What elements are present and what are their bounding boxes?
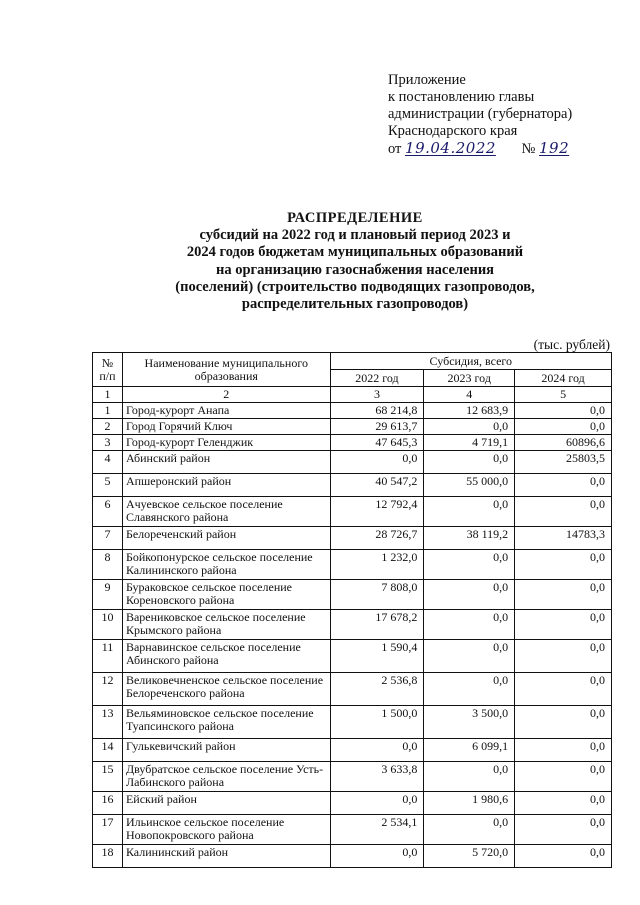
title-line-2: субсидий на 2022 год и плановый период 2023 и (199, 227, 511, 244)
municipality-name: Бураковское сельское поселение Кореновского района (122, 580, 330, 610)
row-number: 8 (93, 550, 123, 580)
row-number: 6 (93, 497, 123, 527)
subsidy-2024: 0,0 (515, 706, 612, 739)
municipality-name: Бойкопонурское сельское поселение Калининского района (122, 550, 330, 580)
subsidy-2024: 0,0 (515, 550, 612, 580)
row-number: 11 (93, 640, 123, 673)
subsidy-2023: 0,0 (424, 550, 515, 580)
subsidy-2023: 1 980,6 (424, 792, 515, 815)
table-row (93, 403, 612, 419)
header-name: Наименование муниципального образования (122, 353, 330, 387)
appendix-header (388, 72, 572, 158)
subsidy-2024: 60896,6 (515, 435, 612, 451)
subsidy-2024: 0,0 (515, 673, 612, 706)
header-year-2024: 2024 год (515, 370, 612, 387)
table-row (93, 451, 612, 474)
header-line-administration: администрации (губернатора) (388, 106, 573, 122)
subsidy-2023: 6 099,1 (424, 739, 515, 762)
table-row (93, 527, 612, 550)
municipality-name: Город-курорт Анапа (122, 403, 330, 419)
title-line-6: распределительных газопроводов) (241, 296, 469, 313)
table-row (93, 580, 612, 610)
municipality-name: Ейский район (122, 792, 330, 815)
number-label: № (521, 141, 536, 157)
title-main: РАСПРЕДЕЛЕНИЕ (287, 210, 423, 226)
table-row (93, 419, 612, 435)
subsidy-2024: 0,0 (515, 474, 612, 497)
subsidy-2024: 0,0 (515, 762, 612, 792)
row-number: 13 (93, 706, 123, 739)
subsidy-2022: 3 633,8 (330, 762, 424, 792)
subsidy-2022: 17 678,2 (330, 610, 424, 640)
municipality-name: Ильинское сельское поселение Новопокровского района (122, 815, 330, 845)
subsidy-2023: 38 119,2 (424, 527, 515, 550)
subsidy-2022: 1 232,0 (330, 550, 424, 580)
subsidy-2024: 14783,3 (515, 527, 612, 550)
subsidy-2023: 0,0 (424, 640, 515, 673)
subsidy-2024: 0,0 (515, 419, 612, 435)
header-line-resolution: к постановлению главы (388, 89, 535, 105)
col-number: 3 (330, 387, 424, 403)
row-number: 10 (93, 610, 123, 640)
table-row (93, 762, 612, 792)
header-line-region: Краснодарского края (388, 123, 518, 139)
header-subsidy: Субсидия, всего (330, 353, 611, 370)
title-line-3: 2024 годов бюджетам муниципальных образований (186, 244, 524, 261)
table-row (93, 610, 612, 640)
subsidy-2023: 0,0 (424, 815, 515, 845)
header-line-appendix: Приложение (388, 72, 466, 88)
row-number: 12 (93, 673, 123, 706)
subsidy-2024: 0,0 (515, 815, 612, 845)
row-number: 5 (93, 474, 123, 497)
subsidy-2022: 28 726,7 (330, 527, 424, 550)
subsidy-2023: 0,0 (424, 419, 515, 435)
municipality-name: Ачуевское сельское поселение Славянского района (122, 497, 330, 527)
municipality-name: Варнавинское сельское поселение Абинского района (122, 640, 330, 673)
subsidy-2023: 4 719,1 (424, 435, 515, 451)
subsidy-2022: 40 547,2 (330, 474, 424, 497)
table-row (93, 815, 612, 845)
header-date-number-line (388, 140, 572, 158)
table-row (93, 497, 612, 527)
subsidy-2023: 12 683,9 (424, 403, 515, 419)
col-number: 1 (93, 387, 123, 403)
municipality-name: Калининский район (122, 845, 330, 868)
col-number: 5 (515, 387, 612, 403)
row-number: 17 (93, 815, 123, 845)
subsidy-2022: 0,0 (330, 739, 424, 762)
header-year-2022: 2022 год (330, 370, 424, 387)
municipality-name: Город Горячий Ключ (122, 419, 330, 435)
municipality-name: Вельяминовское сельское поселение Туапсинского района (122, 706, 330, 739)
subsidy-2022: 0,0 (330, 451, 424, 474)
subsidy-2023: 0,0 (424, 673, 515, 706)
table-body (93, 403, 612, 868)
header-num: № п/п (93, 353, 123, 387)
subsidy-2022: 29 613,7 (330, 419, 424, 435)
document-number: 192 (539, 139, 570, 157)
subsidy-2023: 55 000,0 (424, 474, 515, 497)
subsidy-2022: 68 214,8 (330, 403, 424, 419)
subsidy-2022: 0,0 (330, 792, 424, 815)
row-number: 18 (93, 845, 123, 868)
subsidy-2024: 0,0 (515, 497, 612, 527)
from-label: от (388, 141, 402, 157)
row-number: 1 (93, 403, 123, 419)
table-row (93, 640, 612, 673)
municipality-name: Белореченский район (122, 527, 330, 550)
row-number: 9 (93, 580, 123, 610)
document-title (120, 210, 590, 313)
subsidy-2024: 0,0 (515, 845, 612, 868)
col-number: 2 (122, 387, 330, 403)
table-row (93, 845, 612, 868)
municipality-name: Великовечненское сельское поселение Белореченского района (122, 673, 330, 706)
municipality-name: Город-курорт Геленджик (122, 435, 330, 451)
subsidy-2023: 0,0 (424, 610, 515, 640)
row-number: 3 (93, 435, 123, 451)
subsidy-2024: 0,0 (515, 792, 612, 815)
subsidy-2024: 0,0 (515, 610, 612, 640)
subsidy-2022: 47 645,3 (330, 435, 424, 451)
row-number: 14 (93, 739, 123, 762)
subsidy-2024: 0,0 (515, 403, 612, 419)
unit-label: (тыс. рублей) (533, 337, 610, 352)
table-row (93, 706, 612, 739)
column-numbers-row (93, 387, 612, 403)
municipality-name: Двубратское сельское поселение Усть-Лабинского района (122, 762, 330, 792)
subsidy-2024: 0,0 (515, 580, 612, 610)
header-year-2023: 2023 год (424, 370, 515, 387)
subsidy-2022: 7 808,0 (330, 580, 424, 610)
title-line-5: (поселений) (строительство подводящих газопроводов, (175, 278, 535, 295)
table-row (93, 474, 612, 497)
municipality-name: Абинский район (122, 451, 330, 474)
subsidy-2023: 0,0 (424, 580, 515, 610)
subsidy-2024: 0,0 (515, 640, 612, 673)
subsidy-2024: 0,0 (515, 739, 612, 762)
table-row (93, 792, 612, 815)
row-number: 7 (93, 527, 123, 550)
table-row (93, 435, 612, 451)
subsidy-2022: 12 792,4 (330, 497, 424, 527)
row-number: 2 (93, 419, 123, 435)
subsidy-2024: 25803,5 (515, 451, 612, 474)
municipality-name: Варениковское сельское поселение Крымского района (122, 610, 330, 640)
row-number: 15 (93, 762, 123, 792)
col-number: 4 (424, 387, 515, 403)
subsidy-2023: 5 720,0 (424, 845, 515, 868)
subsidy-2022: 2 534,1 (330, 815, 424, 845)
subsidy-2023: 0,0 (424, 497, 515, 527)
subsidy-2022: 1 500,0 (330, 706, 424, 739)
subsidy-2023: 0,0 (424, 762, 515, 792)
title-line-4: на организацию газоснабжения населения (215, 261, 495, 278)
subsidy-2022: 0,0 (330, 845, 424, 868)
subsidy-2022: 1 590,4 (330, 640, 424, 673)
subsidy-2023: 3 500,0 (424, 706, 515, 739)
table-row (93, 673, 612, 706)
municipality-name: Апшеронский район (122, 474, 330, 497)
subsidy-2022: 2 536,8 (330, 673, 424, 706)
subsidy-table (92, 352, 612, 868)
table-row (93, 550, 612, 580)
row-number: 16 (93, 792, 123, 815)
document-date: 19.04.2022 (405, 139, 496, 157)
municipality-name: Гулькевичский район (122, 739, 330, 762)
subsidy-2023: 0,0 (424, 451, 515, 474)
row-number: 4 (93, 451, 123, 474)
table-row (93, 739, 612, 762)
